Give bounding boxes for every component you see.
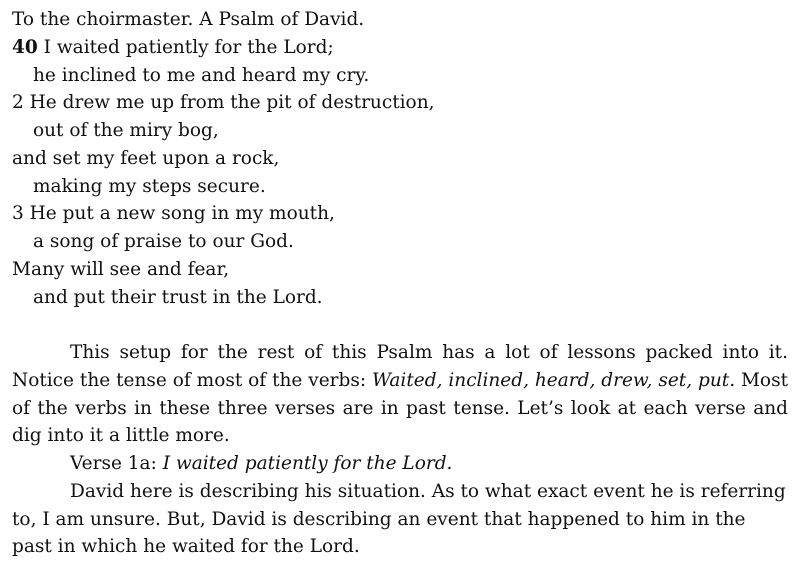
verse-label: Verse 1a:: [70, 453, 163, 474]
commentary-verbs: Waited, inclined, heard, drew, set, put.: [372, 369, 736, 391]
psalm-line-text: He put a new song in my mouth,: [29, 203, 335, 225]
psalm-line-text: He drew me up from the pit of destruction,: [29, 92, 435, 114]
psalm-superscription: To the choirmaster. A Psalm of David.: [12, 9, 365, 30]
psalm-line-1: [12, 34, 788, 62]
paragraph-spacer: [12, 311, 788, 339]
verse-number: 3: [12, 203, 24, 225]
commentary-paragraph-1: [12, 339, 788, 450]
psalm-line-6: making my steps secure.: [33, 175, 266, 197]
commentary-paragraph-2: David here is describing his situation. As to what exact event he is referring to, I am unsure. But, David is describing an event that happened to him in the past in which he waited for the Lord.: [12, 480, 786, 558]
commentary-p1-end: Most of the verbs in these three verses are in past tense. Let’s look at each verse and dig into it a little more.: [12, 369, 788, 447]
document-page: [12, 6, 788, 561]
verse-quote: I waited patiently for the Lord.: [162, 453, 453, 474]
psalm-line-8: a song of praise to our God.: [33, 231, 294, 252]
psalm-line-7: [12, 200, 788, 228]
verse-number: 2: [12, 92, 24, 114]
psalm-line-9: Many will see and fear,: [12, 258, 230, 280]
psalm-line-2: he inclined to me and heard my cry.: [33, 64, 370, 86]
psalm-line-text: I waited patiently for the Lord;: [43, 36, 334, 58]
verse-heading: [12, 450, 788, 478]
psalm-line-10: and put their trust in the Lord.: [33, 286, 323, 308]
psalm-line-3: [12, 89, 788, 117]
psalm-line-4: out of the miry bog,: [33, 120, 219, 141]
chapter-number: 40: [12, 36, 38, 58]
commentary-p1-start: This setup for the rest of this Psalm has a lot of lessons packed into it. Notice the tense of most of the verbs:: [12, 342, 788, 391]
psalm-line-5: and set my feet upon a rock,: [12, 147, 280, 169]
